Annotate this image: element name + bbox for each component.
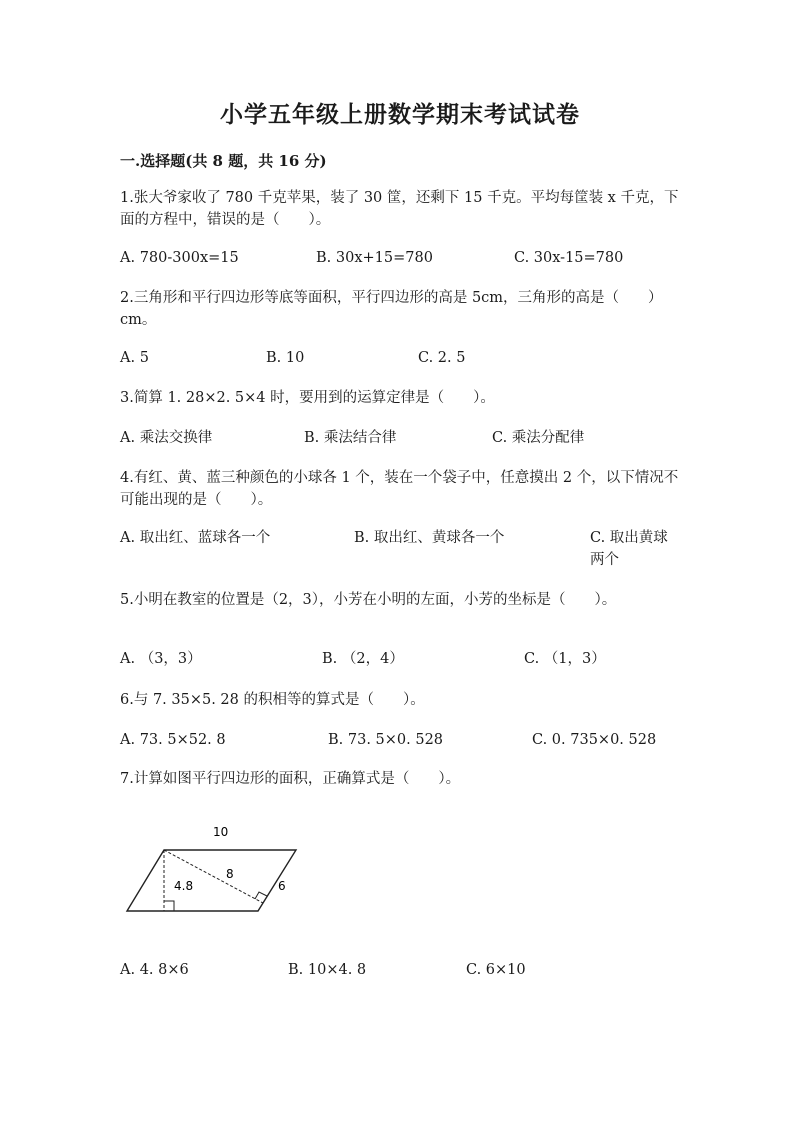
question-6-options xyxy=(120,729,680,751)
parallelogram-outline xyxy=(127,850,296,911)
option-c[interactable]: C. 0. 735×0. 528 xyxy=(532,732,657,748)
option-b[interactable]: B. 乘法结合律 xyxy=(304,430,397,446)
option-a[interactable]: A. 5 xyxy=(120,350,149,366)
question-5-options xyxy=(120,648,680,670)
option-a[interactable]: A. （3，3） xyxy=(120,651,202,667)
option-c[interactable]: C. （1，3） xyxy=(524,651,606,667)
option-b[interactable]: B. 10 xyxy=(266,350,305,366)
question-1: 1.张大爷家收了 780 千克苹果，装了 30 筐，还剩下 15 千克。平均每筐装 x 千克，下面的方程中，错误的是（ ）。 xyxy=(120,190,679,228)
option-c[interactable]: C. 取出黄球两个 xyxy=(590,530,668,568)
label-diagonal: 8 xyxy=(226,867,234,881)
option-c[interactable]: C. 乘法分配律 xyxy=(492,430,585,446)
question-6: 6.与 7. 35×5. 28 的积相等的算式是（ ）。 xyxy=(120,692,425,708)
option-b[interactable]: B. （2，4） xyxy=(322,651,404,667)
option-b[interactable]: B. 73. 5×0. 528 xyxy=(328,732,444,748)
parallelogram-diagram xyxy=(118,820,308,920)
question-4: 4.有红、黄、蓝三种颜色的小球各 1 个，装在一个袋子中，任意摸出 2 个，以下情况不可能出现的是（ ）。 xyxy=(120,470,679,508)
option-c[interactable]: C. 2. 5 xyxy=(418,350,466,366)
right-angle-mark-side xyxy=(255,892,267,899)
section-heading: 一.选择题(共 8 题，共 16 分) xyxy=(120,152,327,170)
option-b[interactable]: B. 取出红、黄球各一个 xyxy=(354,530,505,546)
question-5: 5.小明在教室的位置是（2，3），小芳在小明的左面，小芳的坐标是（ ）。 xyxy=(120,592,617,608)
label-height: 4.8 xyxy=(174,879,194,893)
option-a[interactable]: A. 780-300x=15 xyxy=(120,250,239,266)
option-a[interactable]: A. 73. 5×52. 8 xyxy=(120,732,226,748)
question-2: 2.三角形和平行四边形等底等面积，平行四边形的高是 5cm，三角形的高是（ ）cm。 xyxy=(120,290,663,328)
label-top: 10 xyxy=(213,825,229,839)
question-7-options xyxy=(120,959,680,981)
question-2-options xyxy=(120,347,680,369)
perpendicular-line xyxy=(164,850,263,903)
option-a[interactable]: A. 取出红、蓝球各一个 xyxy=(120,530,271,546)
right-angle-mark-bottom xyxy=(164,901,174,911)
parallelogram-figure xyxy=(118,820,308,920)
option-c[interactable]: C. 30x-15=780 xyxy=(514,250,624,266)
option-c[interactable]: C. 6×10 xyxy=(466,962,526,978)
question-4-options xyxy=(120,527,680,571)
question-7: 7.计算如图平行四边形的面积，正确算式是（ ）。 xyxy=(120,771,461,787)
option-a[interactable]: A. 乘法交换律 xyxy=(120,430,213,446)
question-3: 3.简算 1. 28×2. 5×4 时，要用到的运算定律是（ ）。 xyxy=(120,390,495,406)
question-3-options xyxy=(120,427,680,449)
question-1-options xyxy=(120,247,680,269)
page-title: 小学五年级上册数学期末考试试卷 xyxy=(220,101,580,128)
label-side: 6 xyxy=(278,879,286,893)
option-b[interactable]: B. 10×4. 8 xyxy=(288,962,367,978)
option-a[interactable]: A. 4. 8×6 xyxy=(120,962,189,978)
option-b[interactable]: B. 30x+15=780 xyxy=(316,250,433,266)
